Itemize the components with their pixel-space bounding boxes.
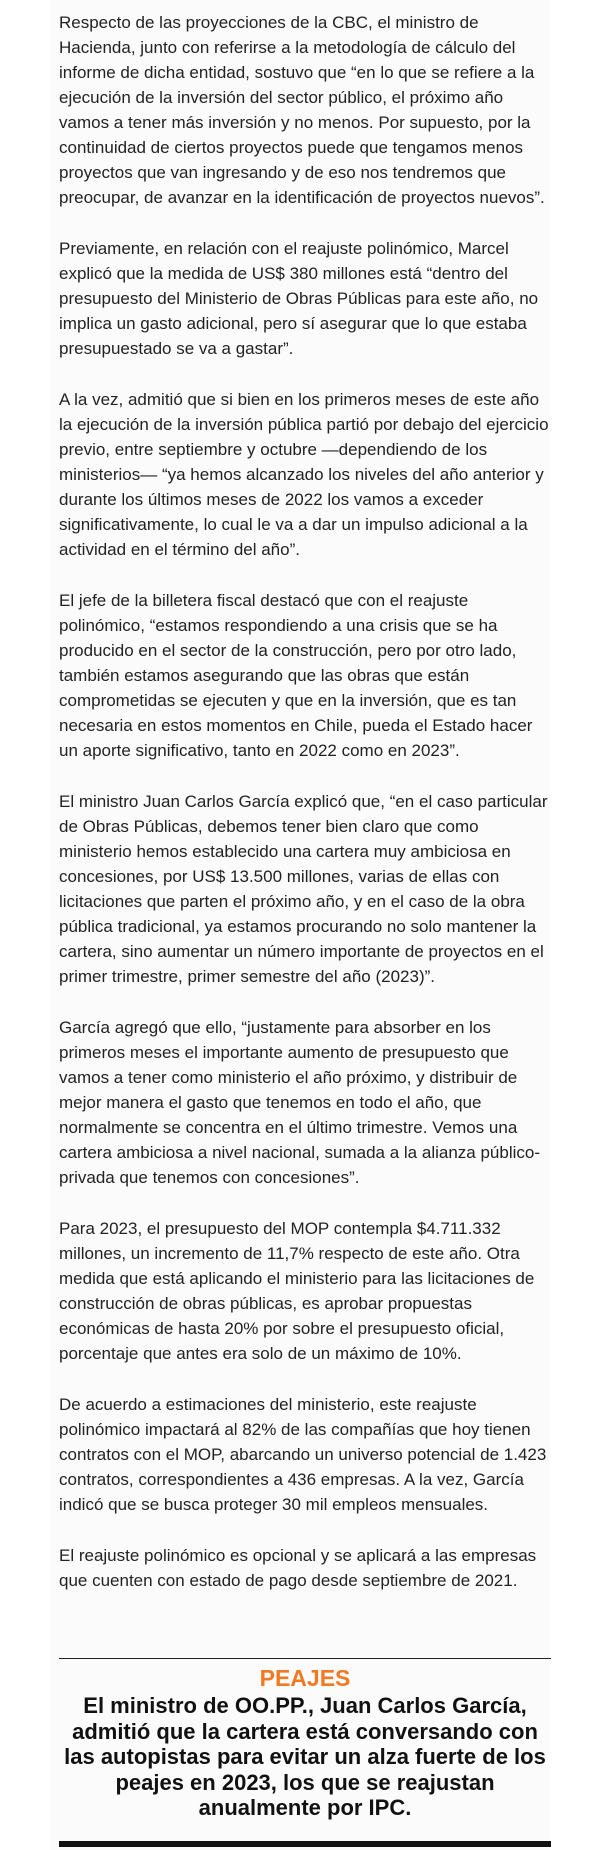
- paragraph-garcia-budget: García agregó que ello, “justamente para absorber en los primeros meses el importante aumento de presupuesto que vamos a tener como ministerio el año próximo, y distribuir de mejor manera el gasto que tenemos en todo el año, que normalmente se concentra en el último trimestre. Vemos una cartera ambiciosa a nivel nacional, sumada a la alianza público-privada que tenemos con concesiones”.: [59, 1018, 540, 1187]
- pullquote-kicker: PEAJES: [259, 1665, 351, 1691]
- paragraph-polynomial-adjustment: Previamente, en relación con el reajuste polinómico, Marcel explicó que la medida de US$ 380 millones está “dentro del presupuesto del Ministerio de Obras Públicas para este año, no implica un gasto adicional, pero sí asegurar que lo que estaba presupuestado se va a gastar”.: [59, 239, 539, 358]
- paragraph-optional-adjustment: El reajuste polinómico es opcional y se aplicará a las empresas que cuenten con estado de pago desde septiembre de 2021.: [59, 1546, 537, 1590]
- paragraph-ministry-estimates: De acuerdo a estimaciones del ministerio, este reajuste polinómico impactará al 82% de las compañías que hoy tienen contratos con el MOP, abarcando un universo potencial de 1.423 contratos, correspondientes a 436 empresas. A la vez, García indicó que se busca proteger 30 mil empleos mensuales.: [59, 1395, 547, 1514]
- paragraph-mop-budget-2023: Para 2023, el presupuesto del MOP contempla $4.711.332 millones, un incremento de 11,7% respecto de este año. Otra medida que está aplicando el ministerio para las licitaciones de construcción de obras públicas, es aprobar propuestas económicas de hasta 20% por sobre el presupuesto oficial, porcentaje que antes era solo de un máximo de 10%.: [59, 1219, 535, 1363]
- paragraph-fiscal-chief: El jefe de la billetera fiscal destacó que con el reajuste polinómico, “estamos respondiendo a una crisis que se ha producido en el sector de la construcción, pero por otro lado, también estamos asegurando que las obras que están comprometidas se ejecuten y que en la inversión, que es tan necesaria en estos momentos en Chile, pueda el Estado hacer un aporte significativo, tanto en 2022 como en 2023”.: [59, 591, 533, 760]
- pullquote-bottom-rule: [59, 1841, 551, 1847]
- pullquote-text: El ministro de OO.PP., Juan Carlos García, admitió que la cartera está conversando con las autopistas para evitar un alza fuerte de los peajes en 2023, los que se reajustan anualmente por IPC.: [64, 1693, 546, 1820]
- pullquote-box: [59, 1658, 551, 1847]
- paragraph-public-investment: A la vez, admitió que si bien en los primeros meses de este año la ejecución de la inversión pública partió por debajo del ejercicio previo, entre septiembre y octubre —dependiendo de los ministerios— “ya hemos alcanzado los niveles del año anterior y durante los últimos meses de 2022 los vamos a exceder significativamente, lo cual le va a dar un impulso adicional a la actividad en el término del año”.: [59, 390, 549, 559]
- paragraph-cbc-projections: Respecto de las proyecciones de la CBC, el ministro de Hacienda, junto con referirse a la metodología de cálculo del informe de dicha entidad, sostuvo que “en lo que se refiere a la ejecución de la inversión del sector público, el próximo año vamos a tener más inversión y no menos. Por supuesto, por la continuidad de ciertos proyectos puede que tengamos menos proyectos que van ingresando y de eso nos tendremos que preocupar, de avanzar en la identificación de proyectos nuevos”.: [59, 13, 545, 207]
- article-body: [59, 10, 555, 1619]
- paragraph-minister-garcia: El ministro Juan Carlos García explicó que, “en el caso particular de Obras Públicas, debemos tener bien claro que como ministerio hemos establecido una cartera muy ambiciosa en concesiones, por US$ 13.500 millones, varias de ellas con licitaciones que parten el próximo año, y en el caso de la obra pública tradicional, ya estamos procurando no solo mantener la cartera, sino aumentar un número importante de proyectos en el primer trimestre, primer semestre del año (2023)”.: [59, 792, 548, 986]
